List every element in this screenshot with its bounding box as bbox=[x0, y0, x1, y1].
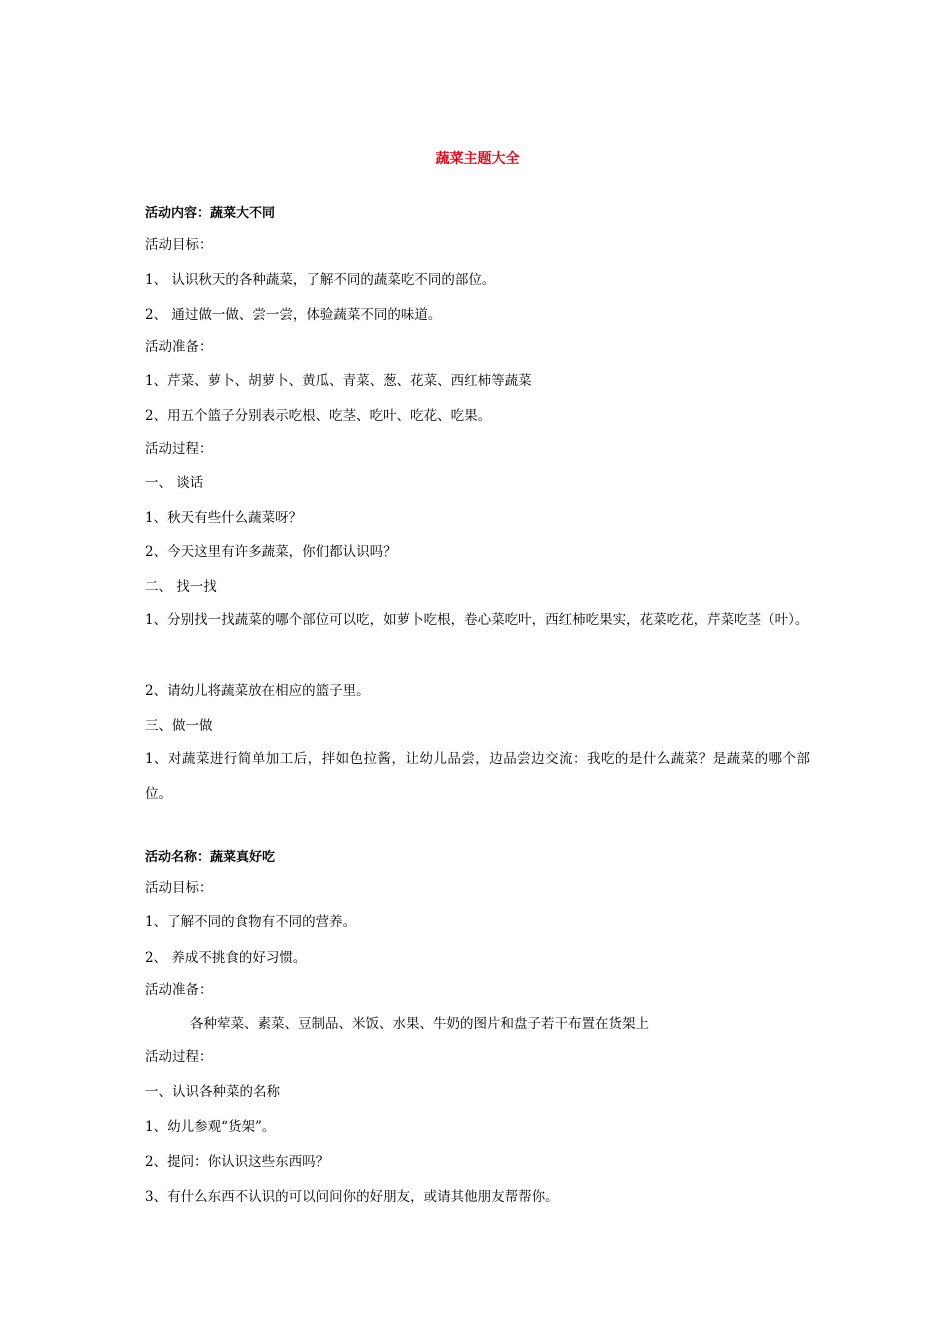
section1-prep-label: 活动准备： bbox=[145, 339, 213, 355]
section1-goal-label: 活动目标： bbox=[145, 237, 213, 253]
section1-goal-1: 1、 认识秋天的各种蔬菜，了解不同的蔬菜吃不同的部位。 bbox=[145, 272, 496, 288]
section2-prep-label: 活动准备： bbox=[145, 982, 213, 998]
section1-process-label: 活动过程： bbox=[145, 441, 213, 457]
section1-goal-2: 2、 通过做一做、尝一尝，体验蔬菜不同的味道。 bbox=[145, 307, 442, 323]
section1-step3-item1: 1、对蔬菜进行简单加工后，拌如色拉酱，让幼儿品尝，边品尝边交流：我吃的是什么蔬菜？是蔬菜的哪个部位。 bbox=[145, 751, 810, 802]
section1-step3-title: 三、做一做 bbox=[145, 718, 213, 734]
section2-goal-label: 活动目标： bbox=[145, 880, 213, 896]
section2-step1-item2: 2、提问：你认识这些东西吗？ bbox=[145, 1154, 330, 1170]
section1-step2-item2: 2、请幼儿将蔬菜放在相应的篮子里。 bbox=[145, 683, 370, 699]
section1-step1-title: 一、 谈话 bbox=[145, 475, 204, 491]
section2-step1-item1: 1、幼儿参观“货架”。 bbox=[145, 1119, 276, 1135]
section1-heading: 活动内容：蔬菜大不同 bbox=[145, 206, 276, 221]
section1-prep-2: 2、用五个篮子分别表示吃根、吃茎、吃叶、吃花、吃果。 bbox=[145, 408, 492, 424]
section1-prep-1: 1、芹菜、萝卜、胡萝卜、黄瓜、青菜、葱、花菜、西红柿等蔬菜 bbox=[145, 373, 532, 389]
section2-process-label: 活动过程： bbox=[145, 1049, 213, 1065]
document-title: 蔬菜主题大全 bbox=[435, 151, 520, 167]
section1-step2-item1: 1、分别找一找蔬菜的哪个部位可以吃，如萝卜吃根，卷心菜吃叶，西红柿吃果实，花菜吃花，芹菜吃茎（叶）。 bbox=[145, 612, 809, 628]
section1-step1-item1: 1、秋天有些什么蔬菜呀？ bbox=[145, 510, 303, 526]
section2-step1-title: 一、认识各种菜的名称 bbox=[145, 1084, 280, 1100]
section1-step1-item2: 2、今天这里有许多蔬菜，你们都认识吗？ bbox=[145, 544, 397, 560]
section2-heading: 活动名称：蔬菜真好吃 bbox=[145, 850, 276, 865]
section2-prep-1: 各种荤菜、素菜、豆制品、米饭、水果、牛奶的图片和盘子若干布置在货架上 bbox=[190, 1016, 649, 1032]
section2-goal-1: 1、了解不同的食物有不同的营养。 bbox=[145, 914, 357, 930]
section2-goal-2: 2、 养成不挑食的好习惯。 bbox=[145, 950, 307, 966]
section1-step2-title: 二、 找一找 bbox=[145, 579, 217, 595]
section2-step1-item3: 3、有什么东西不认识的可以问问你的好朋友，或请其他朋友帮帮你。 bbox=[145, 1189, 559, 1205]
